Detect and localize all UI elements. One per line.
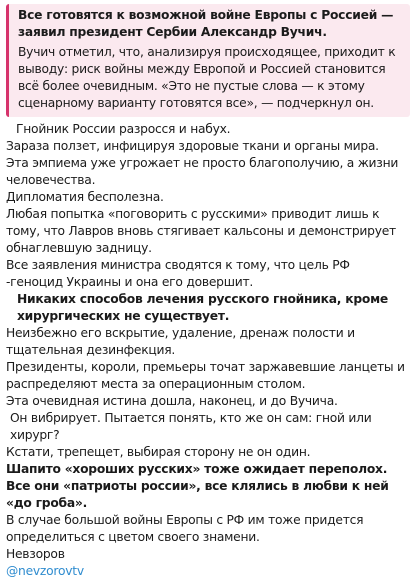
author-signature: Невзоров (6, 547, 65, 561)
post-paragraph: Все заявления министра сводятся к тому, что цель РФ -геноцид Украины и она его довершит. (6, 258, 350, 289)
post-paragraph: Любая попытка «поговорить с русскими» приводит лишь к тому, что Лавров вновь стягивает кальсоны и демонстрирует обнаглевшую задницу. (6, 207, 396, 255)
post-paragraph: В случае большой войны Европы с РФ им тоже придется определиться с цветом своего знамени. (6, 513, 364, 544)
post-paragraph-bold: Никаких способов лечения русского гнойника, кроме хирургических не существует. (17, 292, 388, 323)
post-text (6, 121, 410, 580)
post-paragraph: Неизбежно его вскрытие, удаление, дренаж полости и тщательная дезинфекция. (6, 326, 355, 357)
post-paragraph: Зараза ползет, инфицируя здоровые ткани и органы мира. (6, 139, 379, 153)
quote-title: Все готовятся к возможной войне Европы с Россией — заявил президент Сербии Александр Вучич. (18, 8, 394, 39)
post-paragraph: Эта очевидная истина дошла, наконец, и до Вучича. (6, 394, 338, 408)
quote-body: Вучич отметил, что, анализируя происходящее, приходит к выводу: риск войны между Европой и Россией становится всё более очевидным. «Это не пустые слова — к этому сценарному варианту готовятся все», — подчеркнул он. (18, 45, 396, 110)
quoted-news-block (6, 4, 410, 117)
post-paragraph: Кстати, трепещет, выбирая сторону не он один. (6, 445, 311, 459)
post-paragraph: Президенты, короли, премьеры точат заржавевшие ланцеты и распределяют места за операционным столом. (6, 360, 405, 391)
post-paragraph: Гнойник России разросся и набух. (16, 122, 231, 136)
channel-link[interactable]: @nevzorovtv (6, 564, 84, 578)
post-paragraph: Он вибрирует. Пытается понять, кто же он сам: гной или хирург? (10, 411, 372, 442)
post-paragraph: Дипломатия бесполезна. (6, 190, 164, 204)
post-paragraph: Эта эмпиема уже угрожает не просто благополучию, а жизни человечества. (6, 156, 399, 187)
post-paragraph-bold: Шапито «хороших русских» тоже ожидает переполох. Все они «патриоты россии», все клялись в любви к ней «до гроба». (6, 462, 389, 510)
